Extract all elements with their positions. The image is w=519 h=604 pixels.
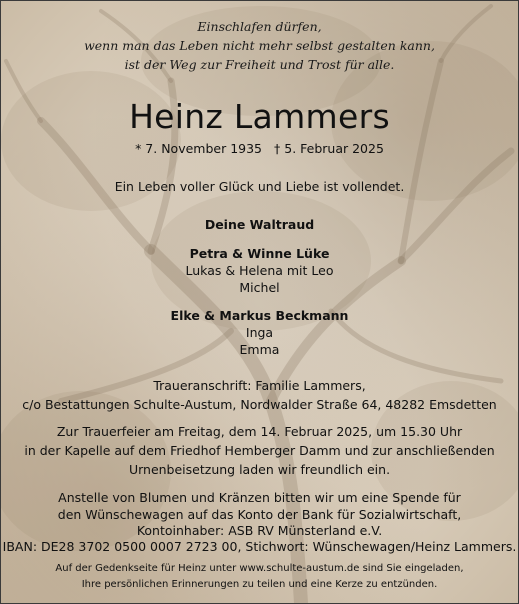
ceremony-line-3: Urnenbeisetzung laden wir freundlich ein. [128, 462, 391, 477]
quote-line-3: ist der Weg zur Freiheit und Trost für alle. [124, 57, 395, 72]
footer-line-1: Auf der Gedenkseite für Heinz unter www.schulte-austum.de sind Sie eingeladen, [55, 563, 464, 574]
mourner-family-1-couple: Petra & Winne Lüke [189, 246, 330, 261]
obituary-content [1, 1, 518, 603]
quote-line-1: Einschlafen dürfen, [197, 19, 322, 34]
birth-date: * 7. November 1935 [135, 141, 263, 156]
life-dates [1, 141, 518, 156]
footer-line-2: Ihre persönlichen Erinnerungen zu teilen und eine Kerze zu entzünden. [81, 579, 438, 590]
ceremony-line-2: in der Kapelle auf dem Friedhof Hemberger Damm und zur anschließenden [24, 443, 495, 458]
donation-line-4: IBAN: DE28 3702 0500 0007 2723 00, Stichwort: Wünschewagen/Heinz Lammers. [2, 539, 517, 554]
mourner-family-1-member: Lukas & Helena mit Leo [185, 263, 334, 278]
deceased-name: Heinz Lammers [129, 97, 390, 136]
donation-line-3: Kontoinhaber: ASB RV Münsterland e.V. [136, 523, 383, 538]
donation-line-2: den Wünschewagen auf das Konto der Bank für Sozialwirtschaft, [57, 507, 462, 522]
mourner-family-1-member: Michel [239, 280, 280, 295]
quote-line-2: wenn man das Leben nicht mehr selbst gestalten kann, [84, 38, 435, 53]
mourner-family-2-member: Emma [239, 342, 280, 357]
mourner-spouse: Deine Waltraud [204, 217, 315, 232]
address-line-2: c/o Bestattungen Schulte-Austum, Nordwalder Straße 64, 48282 Emsdetten [22, 397, 497, 412]
ceremony-line-1: Zur Trauerfeier am Freitag, dem 14. Februar 2025, um 15.30 Uhr [56, 424, 463, 439]
mourner-family-2-couple: Elke & Markus Beckmann [170, 308, 349, 323]
tagline: Ein Leben voller Glück und Liebe ist vollendet. [114, 179, 405, 194]
death-date: † 5. Februar 2025 [274, 141, 384, 156]
donation-line-1: Anstelle von Blumen und Kränzen bitten wir um eine Spende für [58, 490, 461, 505]
address-line-1: Traueranschrift: Familie Lammers, [153, 378, 366, 393]
mourner-family-2-member: Inga [245, 325, 274, 340]
